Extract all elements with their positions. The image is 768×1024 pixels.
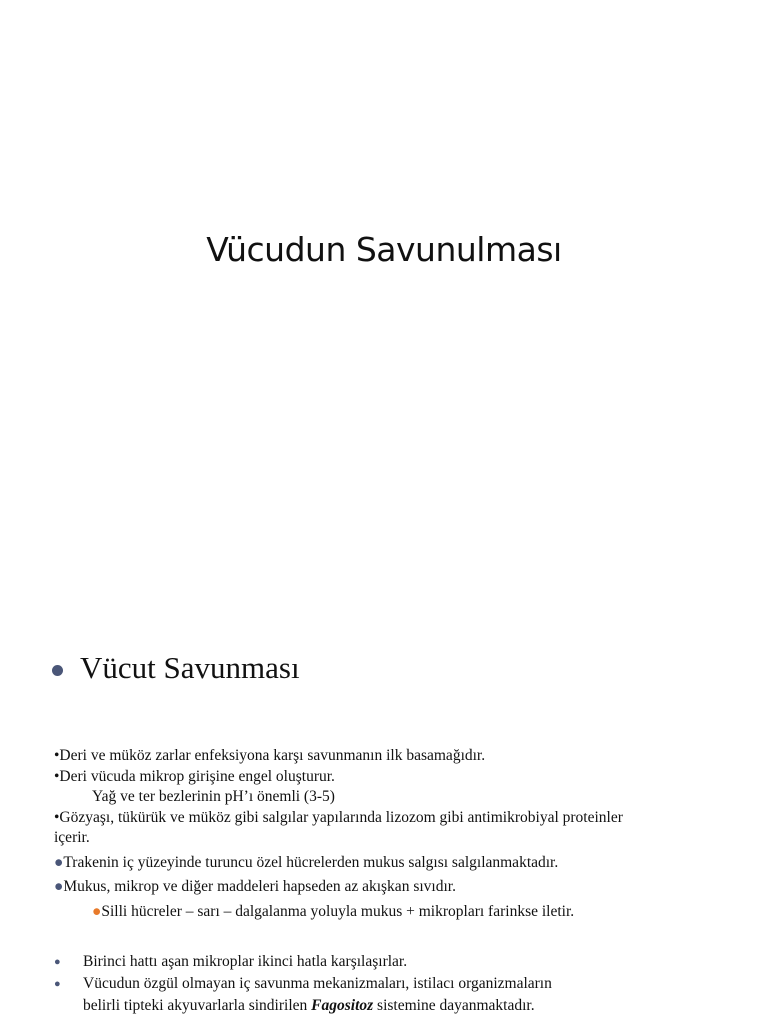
line-mucus <box>54 877 704 898</box>
line-trachea-text: Trakenin iç yüzeyinde turuncu özel hücrelerden mukus salgısı salgılanmaktadır. <box>63 853 559 871</box>
line-cilia-text: Silli hücreler – sarı – dalgalanma yoluyla mukus + mikropları farinkse iletir. <box>101 902 575 920</box>
section-heading-text: Vücut Savunması <box>80 650 300 685</box>
line-secretions: •Gözyaşı, tükürük ve müköz gibi salgılar yapılarında lizozom gibi antimikrobiyal proteinler <box>54 808 623 826</box>
phagocytosis-term: Fagositoz <box>311 997 374 1014</box>
line-mucus-text: Mukus, mikrop ve diğer maddeleri hapseden az akışkan sıvıdır. <box>63 878 456 895</box>
list-item <box>54 951 714 973</box>
line-secretions-cont: içerir. <box>54 829 90 846</box>
line-trachea <box>54 853 704 874</box>
lower-list <box>54 951 714 1017</box>
phagocytosis-line-2: belirli tipteki akyuvarlarla sindirilen <box>83 997 312 1014</box>
bullet-dot-icon <box>52 665 63 676</box>
line-cilia <box>54 902 704 923</box>
line-skin-barrier: •Deri ve müköz zarlar enfeksiyona karşı savunmanın ilk basamağıdır. <box>54 747 486 764</box>
list-item <box>54 973 714 1017</box>
bullet-dot-icon: ● <box>54 878 64 895</box>
slide-title: Vücudun Savunulması <box>206 230 562 269</box>
section-heading <box>52 650 300 686</box>
line-skin-entry: •Deri vücuda mikrop girişine engel oluşturur. <box>54 767 335 785</box>
phagocytosis-line-2-end: sistemine dayanmaktadır. <box>373 997 535 1014</box>
bullet-dot-icon: ● <box>54 956 61 968</box>
lower-item-text <box>83 973 714 1017</box>
lower-item-text: Birinci hattı aşan mikroplar ikinci hatla karşılaşırlar. <box>83 953 408 970</box>
bullet-dot-icon: ● <box>54 978 61 990</box>
bullet-lines <box>54 746 704 922</box>
bullet-dot-icon: ● <box>54 853 64 871</box>
bullet-orange-dot-icon: ● <box>92 902 102 920</box>
line-ph: Yağ ve ter bezlerinin pH’ı önemli (3-5) <box>92 788 335 805</box>
phagocytosis-line-1: Vücudun özgül olmayan iç savunma mekanizmaları, istilacı organizmaların <box>83 975 552 992</box>
